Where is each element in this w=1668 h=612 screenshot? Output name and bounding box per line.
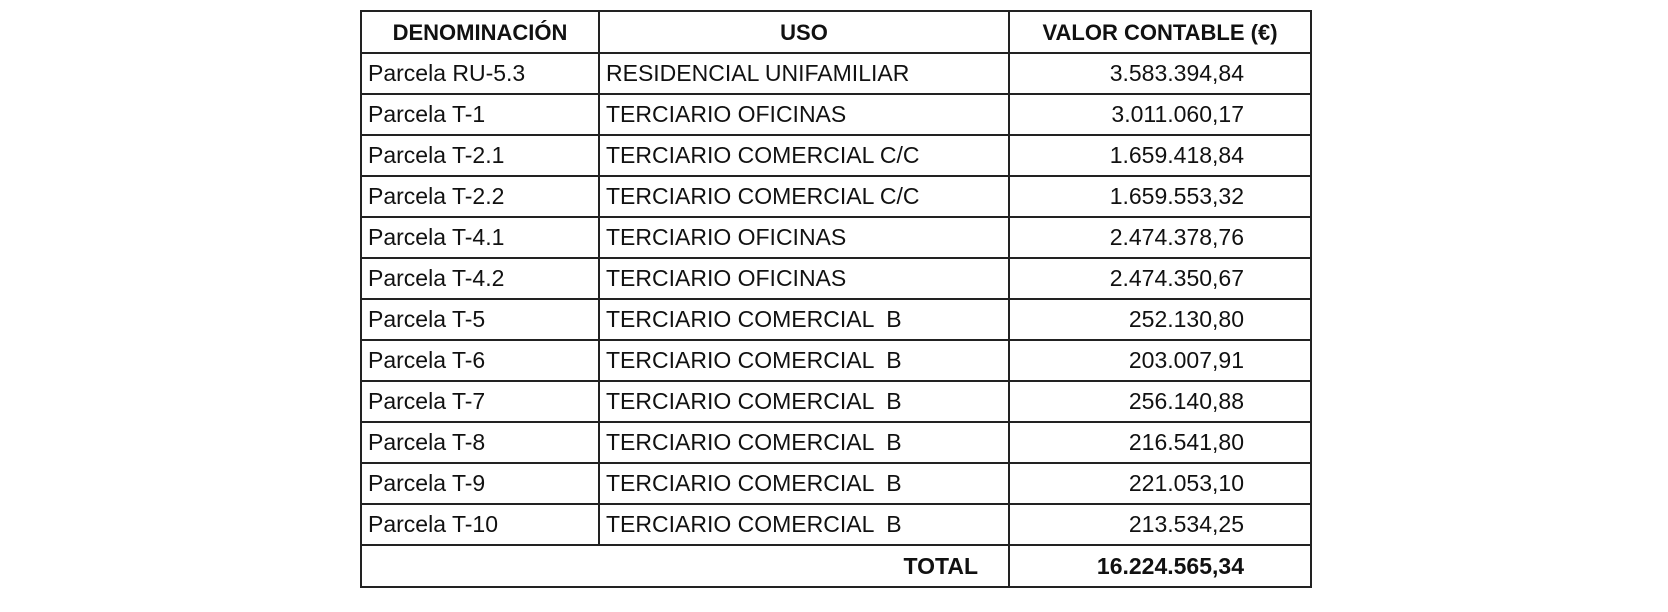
cell-denominacion: Parcela T-7 bbox=[361, 381, 599, 422]
cell-denominacion: Parcela T-6 bbox=[361, 340, 599, 381]
cell-uso: TERCIARIO COMERCIAL B bbox=[599, 463, 1009, 504]
header-row bbox=[361, 11, 1311, 53]
total-label: TOTAL bbox=[361, 545, 1009, 587]
cell-valor-contable: 2.474.378,76 bbox=[1009, 217, 1311, 258]
cell-uso: TERCIARIO COMERCIAL B bbox=[599, 504, 1009, 545]
cell-uso: TERCIARIO OFICINAS bbox=[599, 217, 1009, 258]
cell-valor-contable: 3.583.394,84 bbox=[1009, 53, 1311, 94]
cell-denominacion: Parcela T-9 bbox=[361, 463, 599, 504]
cell-uso: TERCIARIO OFICINAS bbox=[599, 258, 1009, 299]
cell-valor-contable: 1.659.418,84 bbox=[1009, 135, 1311, 176]
cell-denominacion: Parcela T-2.1 bbox=[361, 135, 599, 176]
table-row bbox=[361, 135, 1311, 176]
cell-uso: RESIDENCIAL UNIFAMILIAR bbox=[599, 53, 1009, 94]
table-row bbox=[361, 176, 1311, 217]
cell-denominacion: Parcela T-5 bbox=[361, 299, 599, 340]
cell-uso: TERCIARIO COMERCIAL B bbox=[599, 340, 1009, 381]
total-value: 16.224.565,34 bbox=[1009, 545, 1311, 587]
table-row bbox=[361, 381, 1311, 422]
header-denominacion: DENOMINACIÓN bbox=[361, 11, 599, 53]
total-row bbox=[361, 545, 1311, 587]
cell-valor-contable: 252.130,80 bbox=[1009, 299, 1311, 340]
table-body bbox=[361, 53, 1311, 545]
cell-valor-contable: 1.659.553,32 bbox=[1009, 176, 1311, 217]
valuation-table bbox=[360, 10, 1312, 588]
cell-uso: TERCIARIO COMERCIAL C/C bbox=[599, 135, 1009, 176]
table-row bbox=[361, 299, 1311, 340]
cell-valor-contable: 216.541,80 bbox=[1009, 422, 1311, 463]
cell-denominacion: Parcela T-4.1 bbox=[361, 217, 599, 258]
header-uso: USO bbox=[599, 11, 1009, 53]
header-valor-contable: VALOR CONTABLE (€) bbox=[1009, 11, 1311, 53]
cell-denominacion: Parcela T-1 bbox=[361, 94, 599, 135]
table-row bbox=[361, 463, 1311, 504]
cell-valor-contable: 2.474.350,67 bbox=[1009, 258, 1311, 299]
cell-valor-contable: 256.140,88 bbox=[1009, 381, 1311, 422]
cell-valor-contable: 203.007,91 bbox=[1009, 340, 1311, 381]
cell-denominacion: Parcela T-4.2 bbox=[361, 258, 599, 299]
table-row bbox=[361, 422, 1311, 463]
table-row bbox=[361, 258, 1311, 299]
cell-uso: TERCIARIO COMERCIAL B bbox=[599, 299, 1009, 340]
cell-uso: TERCIARIO COMERCIAL B bbox=[599, 422, 1009, 463]
cell-uso: TERCIARIO COMERCIAL B bbox=[599, 381, 1009, 422]
table-row bbox=[361, 340, 1311, 381]
table-row bbox=[361, 94, 1311, 135]
cell-denominacion: Parcela T-2.2 bbox=[361, 176, 599, 217]
cell-valor-contable: 221.053,10 bbox=[1009, 463, 1311, 504]
cell-valor-contable: 3.011.060,17 bbox=[1009, 94, 1311, 135]
cell-uso: TERCIARIO COMERCIAL C/C bbox=[599, 176, 1009, 217]
table-row bbox=[361, 217, 1311, 258]
cell-denominacion: Parcela T-10 bbox=[361, 504, 599, 545]
table-header bbox=[361, 11, 1311, 53]
cell-uso: TERCIARIO OFICINAS bbox=[599, 94, 1009, 135]
table-footer bbox=[361, 545, 1311, 587]
cell-valor-contable: 213.534,25 bbox=[1009, 504, 1311, 545]
table-row bbox=[361, 53, 1311, 94]
cell-denominacion: Parcela RU-5.3 bbox=[361, 53, 599, 94]
table-row bbox=[361, 504, 1311, 545]
cell-denominacion: Parcela T-8 bbox=[361, 422, 599, 463]
